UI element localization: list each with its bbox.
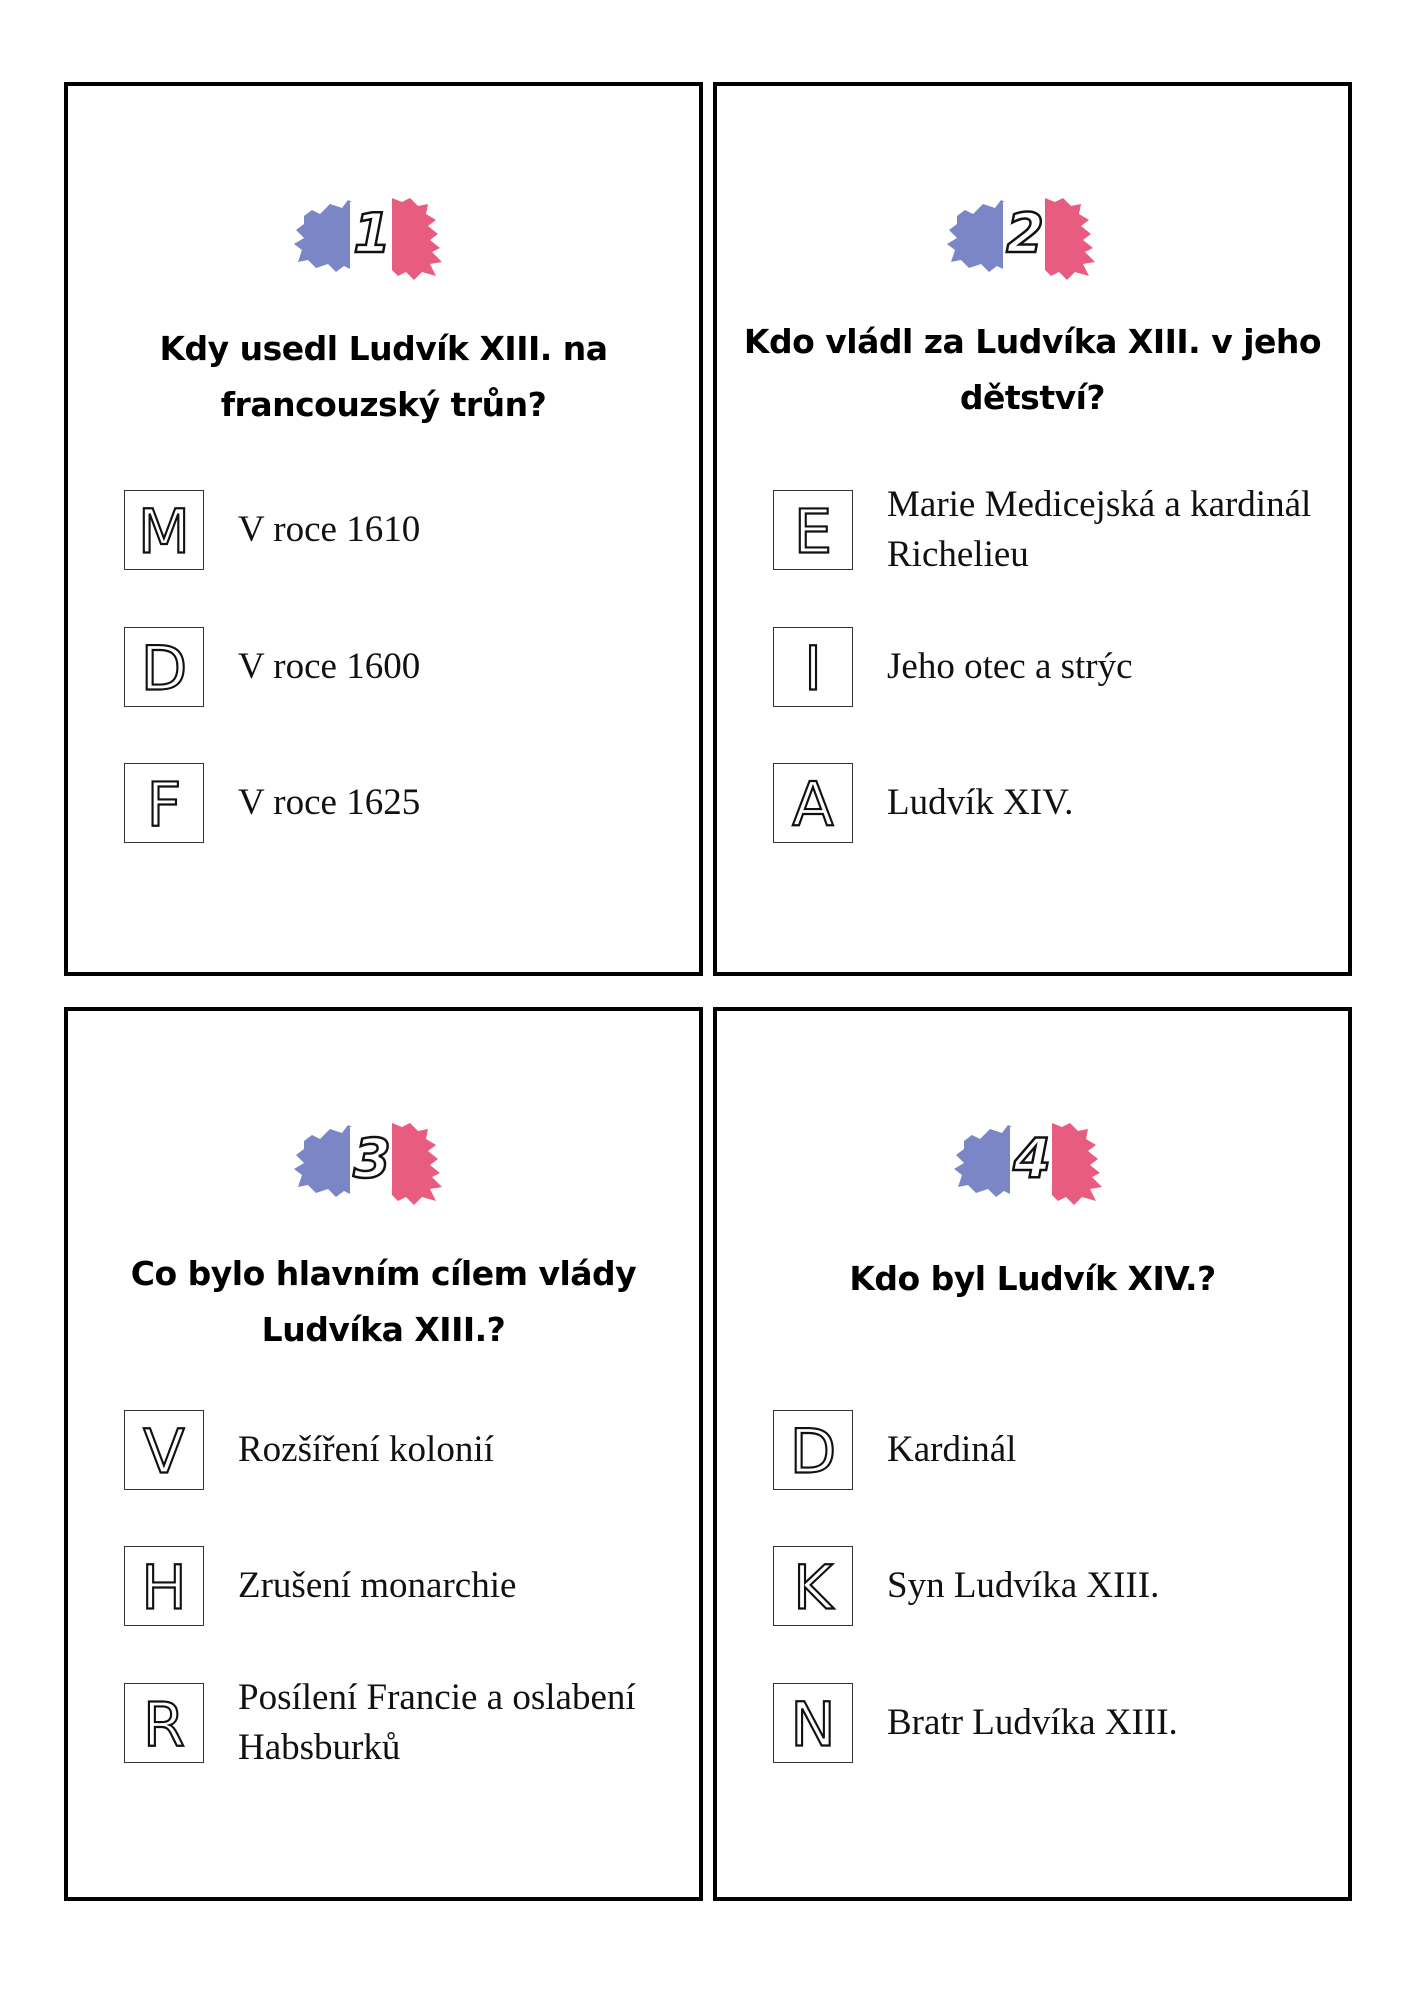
- answer-letter-box: [773, 627, 853, 707]
- svg-text:M: M: [137, 497, 191, 568]
- svg-text:4: 4: [1013, 1127, 1051, 1190]
- quiz-card-2: [713, 82, 1352, 976]
- answer-option[interactable]: [773, 1683, 1338, 1767]
- answer-option[interactable]: [124, 1410, 689, 1494]
- answer-letter-box: [124, 1546, 204, 1626]
- answer-letter-box: [124, 1683, 204, 1763]
- answer-text: Rozšíření kolonií: [238, 1429, 494, 1470]
- french-flag-number-badge: [943, 186, 1103, 282]
- answer-text: Zrušení monarchie: [238, 1565, 517, 1606]
- answer-option[interactable]: [124, 1546, 689, 1630]
- answer-letter-box: [124, 490, 204, 570]
- answer-option[interactable]: [773, 1410, 1338, 1494]
- answer-text: V roce 1610: [238, 509, 421, 550]
- answer-text: Ludvík XIV.: [887, 782, 1074, 823]
- svg-text:K: K: [793, 1553, 833, 1624]
- answer-text: Syn Ludvíka XIII.: [887, 1565, 1160, 1606]
- svg-text:R: R: [143, 1690, 185, 1761]
- svg-text:D: D: [140, 634, 188, 705]
- answer-option[interactable]: [124, 1677, 689, 1768]
- answer-text: Jeho otec a strýc: [887, 646, 1133, 687]
- answer-text: V roce 1600: [238, 646, 421, 687]
- question-text: Kdy usedl Ludvík XIII. na francouzský trůn?: [159, 329, 608, 424]
- answer-text: Bratr Ludvíka XIII.: [887, 1702, 1178, 1743]
- answer-letter-box: [773, 1410, 853, 1490]
- answer-text: V roce 1625: [238, 782, 421, 823]
- answer-option[interactable]: [773, 627, 1338, 711]
- quiz-card-1: [64, 82, 703, 976]
- question-text: Kdo byl Ludvík XIV.?: [849, 1259, 1216, 1298]
- svg-text:1: 1: [353, 202, 391, 265]
- french-flag-number-badge: [290, 186, 450, 282]
- answer-option[interactable]: [124, 490, 689, 574]
- quiz-card-4: [713, 1007, 1352, 1901]
- answer-option[interactable]: [773, 763, 1338, 847]
- answer-option[interactable]: [124, 763, 689, 847]
- answer-option[interactable]: [773, 484, 1338, 575]
- answer-text: Marie Medicejská a kardinál Richelieu: [887, 484, 1312, 575]
- answer-letter-box: [124, 1410, 204, 1490]
- svg-text:H: H: [141, 1553, 187, 1624]
- answer-letter-box: [773, 1546, 853, 1626]
- quiz-card-3: [64, 1007, 703, 1901]
- svg-text:E: E: [793, 497, 833, 568]
- answer-letter-box: [773, 763, 853, 843]
- french-flag-number-badge: [290, 1111, 450, 1207]
- answer-option[interactable]: [773, 1546, 1338, 1630]
- svg-text:F: F: [146, 770, 182, 841]
- answer-letter-box: [773, 1683, 853, 1763]
- answer-letter-box: [124, 763, 204, 843]
- svg-text:A: A: [792, 770, 834, 841]
- answer-text: Kardinál: [887, 1429, 1017, 1470]
- answer-text: Posílení Francie a oslabení Habsburků: [238, 1677, 636, 1768]
- svg-text:D: D: [789, 1417, 837, 1488]
- svg-text:I: I: [804, 634, 822, 705]
- question-text: Co bylo hlavním cílem vlády Ludvíka XIII.?: [130, 1254, 637, 1349]
- answer-option[interactable]: [124, 627, 689, 711]
- svg-text:3: 3: [353, 1127, 391, 1190]
- svg-text:V: V: [143, 1417, 185, 1488]
- answer-letter-box: [773, 490, 853, 570]
- svg-text:N: N: [790, 1690, 836, 1761]
- question-text: Kdo vládl za Ludvíka XIII. v jeho dětství?: [743, 322, 1322, 417]
- answer-letter-box: [124, 627, 204, 707]
- svg-text:2: 2: [1006, 202, 1044, 265]
- french-flag-number-badge: [950, 1111, 1110, 1207]
